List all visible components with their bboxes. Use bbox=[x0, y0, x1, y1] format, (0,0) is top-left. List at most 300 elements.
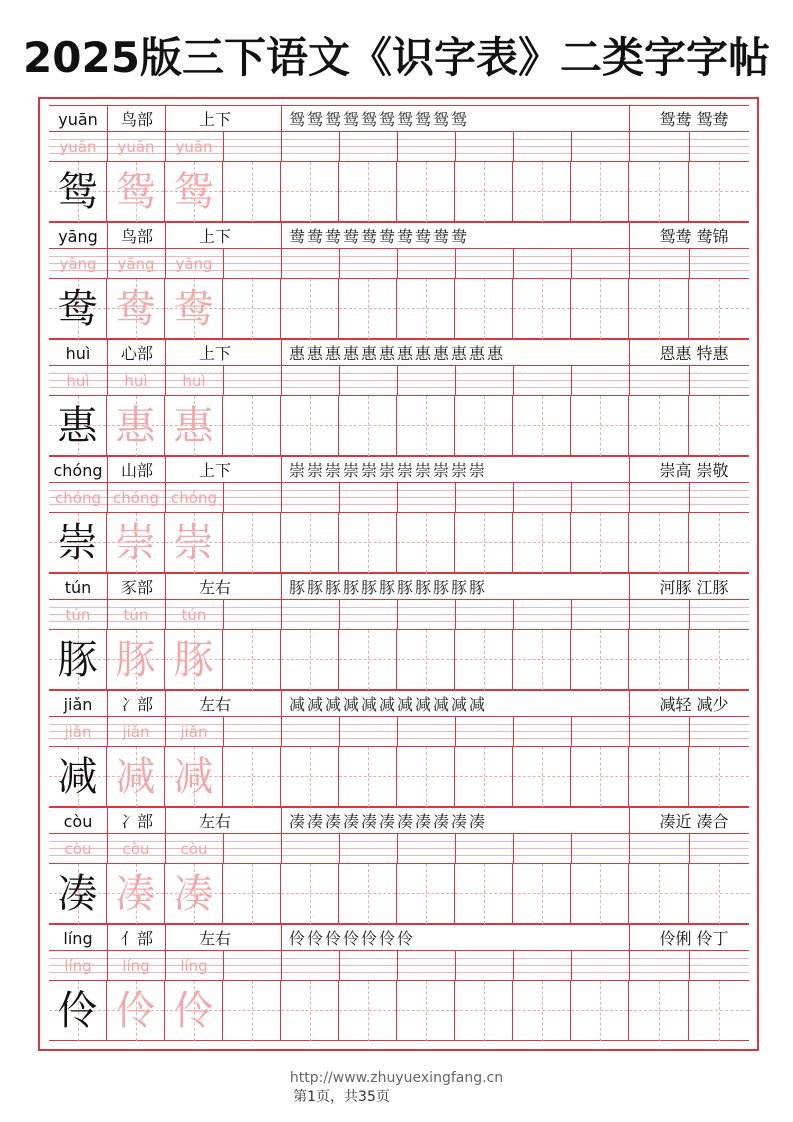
grid-line bbox=[339, 834, 340, 863]
grid-line bbox=[629, 717, 630, 746]
writing-cell[interactable] bbox=[223, 981, 281, 1041]
grid-line bbox=[455, 483, 456, 512]
writing-cell[interactable] bbox=[107, 162, 165, 222]
cell-guide bbox=[426, 747, 427, 807]
writing-cell[interactable] bbox=[571, 864, 629, 924]
writing-cell[interactable] bbox=[165, 630, 223, 690]
cell-guide bbox=[659, 864, 660, 924]
writing-cell[interactable] bbox=[629, 864, 689, 924]
writing-cell[interactable] bbox=[165, 396, 223, 456]
writing-cell[interactable] bbox=[339, 279, 397, 339]
pinyin-trace: yuān bbox=[175, 138, 213, 156]
writing-cell[interactable] bbox=[281, 162, 339, 222]
cell-guide bbox=[659, 279, 660, 339]
cell-guide bbox=[310, 747, 311, 807]
writing-cell[interactable] bbox=[281, 513, 339, 573]
writing-cell[interactable] bbox=[339, 630, 397, 690]
entry-info-row bbox=[49, 456, 749, 483]
grid-line bbox=[165, 574, 166, 599]
writing-cell[interactable] bbox=[49, 747, 107, 807]
entry-block bbox=[49, 456, 749, 573]
entry-words: 河豚 江豚 bbox=[659, 578, 729, 597]
grid-line bbox=[397, 366, 398, 395]
trace-character: 凑 bbox=[115, 871, 156, 917]
cell-guide bbox=[310, 630, 311, 690]
entry-pinyin: huì bbox=[65, 344, 91, 363]
grid-line bbox=[281, 340, 282, 365]
entry-block bbox=[49, 690, 749, 807]
writing-cell[interactable] bbox=[165, 747, 223, 807]
cell-guide bbox=[719, 630, 720, 690]
writing-cell[interactable] bbox=[107, 864, 165, 924]
cell-guide bbox=[252, 981, 253, 1041]
cell-guide bbox=[484, 747, 485, 807]
cell-guide bbox=[600, 981, 601, 1041]
grid-line bbox=[281, 834, 282, 863]
cell-guide bbox=[600, 162, 601, 222]
grid-line bbox=[397, 951, 398, 980]
cell-guide bbox=[600, 396, 601, 456]
cell-guide bbox=[719, 279, 720, 339]
cell-guide bbox=[659, 396, 660, 456]
writing-cell[interactable] bbox=[49, 630, 107, 690]
writing-cell[interactable] bbox=[455, 513, 513, 573]
grid-line bbox=[281, 132, 282, 161]
cell-guide bbox=[426, 864, 427, 924]
grid-line bbox=[281, 717, 282, 746]
writing-cell[interactable] bbox=[397, 162, 455, 222]
writing-cell[interactable] bbox=[571, 396, 629, 456]
cell-guide bbox=[426, 630, 427, 690]
writing-cell[interactable] bbox=[281, 396, 339, 456]
trace-character: 凑 bbox=[173, 871, 214, 917]
entry-stroke-order: 豚豚豚豚豚豚豚豚豚豚豚 bbox=[289, 578, 488, 597]
grid-line bbox=[107, 925, 108, 950]
writing-cell[interactable] bbox=[571, 162, 629, 222]
grid-line bbox=[513, 717, 514, 746]
writing-cell[interactable] bbox=[689, 396, 749, 456]
grid-line bbox=[223, 366, 224, 395]
cell-guide bbox=[426, 513, 427, 573]
grid-line bbox=[629, 132, 630, 161]
grid-line bbox=[629, 600, 630, 629]
pinyin-trace: còu bbox=[122, 840, 150, 858]
grid-line bbox=[223, 132, 224, 161]
writing-cell[interactable] bbox=[689, 981, 749, 1041]
writing-cell[interactable] bbox=[629, 396, 689, 456]
entry-pinyin: chóng bbox=[53, 461, 103, 480]
grid-line bbox=[165, 340, 166, 365]
writing-cell[interactable] bbox=[165, 981, 223, 1041]
writing-cell[interactable] bbox=[629, 747, 689, 807]
writing-cell[interactable] bbox=[455, 630, 513, 690]
character-practice-row bbox=[49, 864, 749, 924]
cell-guide bbox=[310, 279, 311, 339]
writing-cell[interactable] bbox=[689, 162, 749, 222]
cell-guide bbox=[368, 630, 369, 690]
pinyin-trace: tún bbox=[123, 606, 149, 624]
cell-guide bbox=[484, 630, 485, 690]
writing-cell[interactable] bbox=[455, 396, 513, 456]
writing-cell[interactable] bbox=[281, 747, 339, 807]
pinyin-practice-row bbox=[49, 951, 749, 981]
trace-character: 伶 bbox=[115, 988, 156, 1034]
grid-line bbox=[455, 834, 456, 863]
writing-cell[interactable] bbox=[629, 162, 689, 222]
writing-cell[interactable] bbox=[223, 396, 281, 456]
cell-guide bbox=[368, 747, 369, 807]
footer-url[interactable]: http://www.zhuyuexingfang.cn bbox=[289, 1070, 504, 1086]
writing-cell[interactable] bbox=[629, 513, 689, 573]
cell-guide bbox=[659, 630, 660, 690]
grid-line bbox=[513, 132, 514, 161]
grid-line bbox=[689, 951, 690, 980]
grid-line bbox=[281, 483, 282, 512]
cell-guide bbox=[600, 864, 601, 924]
writing-cell[interactable] bbox=[513, 396, 571, 456]
grid-line bbox=[513, 951, 514, 980]
model-character: 惠 bbox=[57, 403, 98, 449]
cell-guide bbox=[252, 279, 253, 339]
writing-cell[interactable] bbox=[397, 981, 455, 1041]
writing-cell[interactable] bbox=[513, 630, 571, 690]
entry-radical: 亻部 bbox=[120, 929, 153, 948]
cell-guide bbox=[542, 747, 543, 807]
pinyin-trace: líng bbox=[180, 957, 208, 975]
entry-pinyin: jiǎn bbox=[63, 695, 93, 714]
entry-structure: 上下 bbox=[198, 344, 231, 363]
entry-radical: 山部 bbox=[120, 461, 153, 480]
trace-character: 豚 bbox=[115, 637, 156, 683]
grid-line bbox=[339, 483, 340, 512]
pinyin-trace: líng bbox=[122, 957, 150, 975]
entry-pinyin: yuān bbox=[58, 110, 98, 129]
cell-guide bbox=[600, 747, 601, 807]
writing-cell[interactable] bbox=[689, 630, 749, 690]
entry-pinyin: tún bbox=[64, 578, 92, 597]
entry-pinyin: líng bbox=[63, 929, 93, 948]
cell-guide bbox=[252, 396, 253, 456]
cell-guide bbox=[484, 513, 485, 573]
trace-character: 豚 bbox=[173, 637, 214, 683]
writing-cell[interactable] bbox=[397, 279, 455, 339]
grid-line bbox=[165, 457, 166, 482]
cell-guide bbox=[368, 864, 369, 924]
writing-cell[interactable] bbox=[49, 981, 107, 1041]
cell-guide bbox=[659, 162, 660, 222]
grid-line bbox=[513, 483, 514, 512]
grid-line bbox=[397, 132, 398, 161]
trace-character: 鸳 bbox=[173, 169, 214, 215]
character-practice-row bbox=[49, 396, 749, 456]
grid-line bbox=[281, 600, 282, 629]
grid-line bbox=[281, 808, 282, 833]
grid-line bbox=[107, 691, 108, 716]
grid-line bbox=[455, 366, 456, 395]
entry-block bbox=[49, 339, 749, 456]
writing-cell[interactable] bbox=[49, 279, 107, 339]
grid-line bbox=[397, 600, 398, 629]
writing-cell[interactable] bbox=[165, 513, 223, 573]
writing-cell[interactable] bbox=[339, 864, 397, 924]
character-practice-row bbox=[49, 747, 749, 807]
writing-cell[interactable] bbox=[455, 747, 513, 807]
grid-line bbox=[629, 834, 630, 863]
cell-guide bbox=[600, 630, 601, 690]
cell-guide bbox=[252, 864, 253, 924]
writing-cell[interactable] bbox=[107, 747, 165, 807]
pinyin-trace: jiǎn bbox=[64, 723, 92, 741]
grid-line bbox=[629, 340, 630, 365]
pinyin-trace: yāng bbox=[59, 255, 97, 273]
grid-line bbox=[571, 249, 572, 278]
pinyin-trace: yuān bbox=[117, 138, 155, 156]
writing-cell[interactable] bbox=[455, 981, 513, 1041]
entry-words: 鸳鸯 鸯锦 bbox=[659, 227, 729, 246]
writing-cell[interactable] bbox=[223, 162, 281, 222]
writing-cell[interactable] bbox=[397, 630, 455, 690]
cell-guide bbox=[484, 981, 485, 1041]
grid-line bbox=[629, 691, 630, 716]
cell-guide bbox=[542, 630, 543, 690]
pinyin-trace: tún bbox=[181, 606, 207, 624]
cell-guide bbox=[484, 279, 485, 339]
grid-line bbox=[689, 366, 690, 395]
writing-cell[interactable] bbox=[223, 513, 281, 573]
entry-block bbox=[49, 573, 749, 690]
grid-line bbox=[513, 600, 514, 629]
writing-cell[interactable] bbox=[339, 396, 397, 456]
pinyin-trace: còu bbox=[180, 840, 208, 858]
writing-cell[interactable] bbox=[49, 513, 107, 573]
grid-line bbox=[455, 249, 456, 278]
grid-line bbox=[629, 106, 630, 131]
writing-cell[interactable] bbox=[339, 162, 397, 222]
character-practice-row bbox=[49, 981, 749, 1041]
writing-cell[interactable] bbox=[223, 864, 281, 924]
cell-guide bbox=[659, 747, 660, 807]
writing-cell[interactable] bbox=[513, 279, 571, 339]
grid-line bbox=[107, 808, 108, 833]
entry-structure: 左右 bbox=[198, 695, 231, 714]
grid-line bbox=[107, 574, 108, 599]
writing-cell[interactable] bbox=[165, 864, 223, 924]
writing-cell[interactable] bbox=[223, 747, 281, 807]
writing-cell[interactable] bbox=[107, 981, 165, 1041]
writing-cell[interactable] bbox=[107, 513, 165, 573]
writing-cell[interactable] bbox=[571, 513, 629, 573]
writing-cell[interactable] bbox=[513, 513, 571, 573]
cell-guide bbox=[252, 630, 253, 690]
grid-line bbox=[281, 106, 282, 131]
writing-cell[interactable] bbox=[689, 864, 749, 924]
grid-line bbox=[571, 366, 572, 395]
trace-character: 减 bbox=[173, 754, 214, 800]
writing-cell[interactable] bbox=[513, 162, 571, 222]
entry-block bbox=[49, 105, 749, 222]
writing-cell[interactable] bbox=[107, 396, 165, 456]
grid-line bbox=[281, 457, 282, 482]
copybook-sheet bbox=[38, 97, 759, 1051]
cell-guide bbox=[310, 162, 311, 222]
pinyin-trace: chóng bbox=[55, 489, 101, 507]
grid-line bbox=[339, 366, 340, 395]
writing-cell[interactable] bbox=[165, 279, 223, 339]
copybook-grid bbox=[49, 105, 749, 1043]
pinyin-trace: chóng bbox=[171, 489, 217, 507]
pinyin-trace: huì bbox=[124, 372, 148, 390]
grid-line bbox=[339, 717, 340, 746]
cell-guide bbox=[719, 864, 720, 924]
trace-character: 减 bbox=[115, 754, 156, 800]
model-character: 凑 bbox=[57, 871, 98, 917]
writing-cell[interactable] bbox=[689, 513, 749, 573]
cell-guide bbox=[542, 513, 543, 573]
writing-cell[interactable] bbox=[49, 162, 107, 222]
entry-info-row bbox=[49, 924, 749, 951]
cell-guide bbox=[426, 396, 427, 456]
writing-cell[interactable] bbox=[397, 747, 455, 807]
writing-cell[interactable] bbox=[513, 747, 571, 807]
cell-guide bbox=[542, 864, 543, 924]
pinyin-practice-row bbox=[49, 366, 749, 396]
writing-cell[interactable] bbox=[281, 864, 339, 924]
character-practice-row bbox=[49, 513, 749, 573]
grid-line bbox=[629, 574, 630, 599]
cell-guide bbox=[252, 162, 253, 222]
writing-cell[interactable] bbox=[571, 279, 629, 339]
writing-cell[interactable] bbox=[455, 864, 513, 924]
writing-cell[interactable] bbox=[223, 630, 281, 690]
writing-cell[interactable] bbox=[397, 864, 455, 924]
trace-character: 惠 bbox=[173, 403, 214, 449]
writing-cell[interactable] bbox=[513, 864, 571, 924]
grid-line bbox=[397, 249, 398, 278]
writing-cell[interactable] bbox=[339, 747, 397, 807]
writing-cell[interactable] bbox=[689, 747, 749, 807]
cell-guide bbox=[426, 279, 427, 339]
pinyin-trace: jiǎn bbox=[122, 723, 150, 741]
entry-stroke-order: 伶伶伶伶伶伶伶 bbox=[289, 929, 416, 948]
grid-line bbox=[339, 600, 340, 629]
pinyin-trace: huì bbox=[66, 372, 90, 390]
cell-guide bbox=[719, 396, 720, 456]
grid-line bbox=[397, 834, 398, 863]
writing-cell[interactable] bbox=[397, 513, 455, 573]
cell-guide bbox=[600, 513, 601, 573]
cell-guide bbox=[310, 513, 311, 573]
pinyin-trace: jiǎn bbox=[180, 723, 208, 741]
writing-cell[interactable] bbox=[571, 981, 629, 1041]
model-character: 鸯 bbox=[57, 286, 98, 332]
grid-line bbox=[281, 249, 282, 278]
trace-character: 鸯 bbox=[115, 286, 156, 332]
writing-cell[interactable] bbox=[49, 396, 107, 456]
pinyin-practice-row bbox=[49, 600, 749, 630]
writing-cell[interactable] bbox=[455, 279, 513, 339]
page-number: 第1页，共35页 bbox=[293, 1089, 390, 1105]
grid-line bbox=[397, 717, 398, 746]
grid-line bbox=[571, 951, 572, 980]
writing-cell[interactable] bbox=[339, 981, 397, 1041]
cell-guide bbox=[542, 279, 543, 339]
writing-cell[interactable] bbox=[513, 981, 571, 1041]
entry-structure: 左右 bbox=[198, 578, 231, 597]
trace-character: 崇 bbox=[173, 520, 214, 566]
writing-cell[interactable] bbox=[339, 513, 397, 573]
cell-guide bbox=[426, 162, 427, 222]
grid-line bbox=[455, 951, 456, 980]
grid-line bbox=[397, 483, 398, 512]
entry-radical: 冫部 bbox=[120, 695, 153, 714]
writing-cell[interactable] bbox=[281, 279, 339, 339]
grid-line bbox=[339, 951, 340, 980]
writing-cell[interactable] bbox=[629, 279, 689, 339]
cell-guide bbox=[368, 396, 369, 456]
writing-cell[interactable] bbox=[107, 630, 165, 690]
writing-cell[interactable] bbox=[455, 162, 513, 222]
writing-cell[interactable] bbox=[107, 279, 165, 339]
trace-character: 崇 bbox=[115, 520, 156, 566]
writing-cell[interactable] bbox=[223, 279, 281, 339]
entry-stroke-order: 惠惠惠惠惠惠惠惠惠惠惠惠 bbox=[289, 344, 506, 363]
model-character: 豚 bbox=[57, 637, 98, 683]
grid-line bbox=[571, 717, 572, 746]
writing-cell[interactable] bbox=[49, 864, 107, 924]
writing-cell[interactable] bbox=[629, 981, 689, 1041]
pinyin-trace: yuān bbox=[59, 138, 97, 156]
grid-line bbox=[339, 132, 340, 161]
cell-guide bbox=[368, 279, 369, 339]
cell-guide bbox=[252, 747, 253, 807]
footer bbox=[0, 1070, 793, 1106]
grid-line bbox=[223, 249, 224, 278]
cell-guide bbox=[310, 864, 311, 924]
grid-line bbox=[571, 834, 572, 863]
writing-cell[interactable] bbox=[629, 630, 689, 690]
grid-line bbox=[513, 249, 514, 278]
entry-structure: 上下 bbox=[198, 110, 231, 129]
entry-info-row bbox=[49, 222, 749, 249]
trace-character: 惠 bbox=[115, 403, 156, 449]
writing-cell[interactable] bbox=[571, 747, 629, 807]
cell-guide bbox=[719, 981, 720, 1041]
grid-line bbox=[223, 717, 224, 746]
grid-line bbox=[281, 366, 282, 395]
writing-cell[interactable] bbox=[165, 162, 223, 222]
grid-line bbox=[107, 223, 108, 248]
writing-cell[interactable] bbox=[689, 279, 749, 339]
entry-stroke-order: 鸳鸳鸳鸳鸳鸳鸳鸳鸳鸳 bbox=[289, 110, 470, 129]
grid-line bbox=[107, 340, 108, 365]
grid-line bbox=[689, 483, 690, 512]
writing-cell[interactable] bbox=[397, 396, 455, 456]
grid-line bbox=[629, 249, 630, 278]
grid-line bbox=[107, 106, 108, 131]
grid-line bbox=[629, 951, 630, 980]
entry-info-row bbox=[49, 339, 749, 366]
cell-guide bbox=[719, 513, 720, 573]
entry-words: 减轻 减少 bbox=[659, 695, 729, 714]
writing-cell[interactable] bbox=[281, 630, 339, 690]
trace-character: 鸳 bbox=[115, 169, 156, 215]
cell-guide bbox=[659, 981, 660, 1041]
pinyin-trace: huì bbox=[182, 372, 206, 390]
grid-line bbox=[629, 925, 630, 950]
writing-cell[interactable] bbox=[571, 630, 629, 690]
writing-cell[interactable] bbox=[281, 981, 339, 1041]
cell-guide bbox=[659, 513, 660, 573]
